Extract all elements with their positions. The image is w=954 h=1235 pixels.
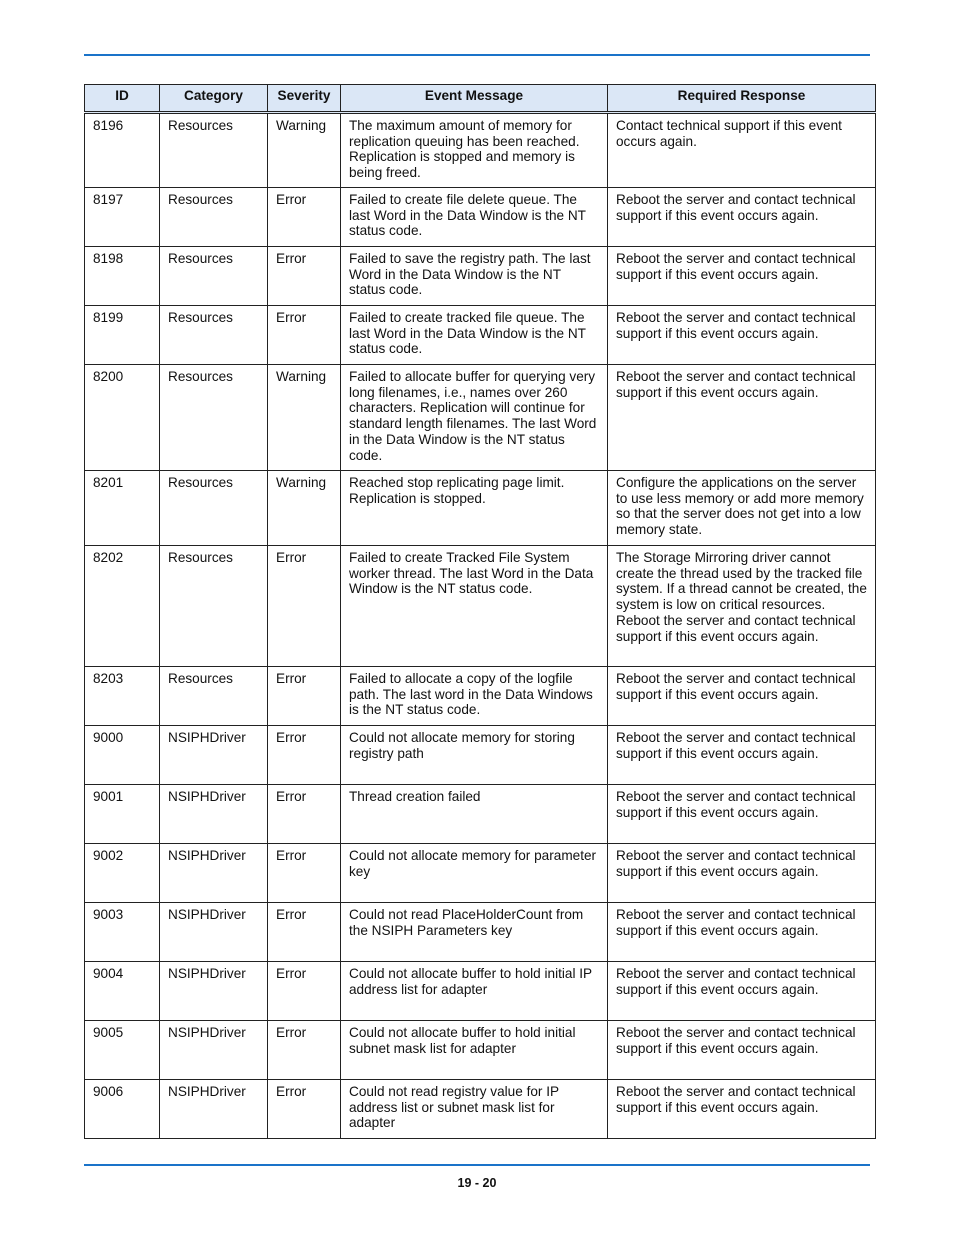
table-row — [85, 546, 876, 667]
cell-category: NSIPHDriver — [160, 903, 268, 962]
cell-id: 8200 — [85, 365, 160, 471]
table-row — [85, 188, 876, 247]
cell-message: The maximum amount of memory for replication queuing has been reached. Replication is stopped and memory is being freed. — [341, 113, 608, 188]
cell-message: Could not allocate memory for parameter key — [341, 844, 608, 903]
cell-id: 8196 — [85, 113, 160, 188]
cell-category: Resources — [160, 247, 268, 306]
cell-severity: Error — [268, 903, 341, 962]
cell-response: Reboot the server and contact technical support if this event occurs again. — [608, 188, 876, 247]
table-row — [85, 667, 876, 726]
cell-category: NSIPHDriver — [160, 785, 268, 844]
footer-rule — [84, 1164, 870, 1166]
table-row — [85, 903, 876, 962]
cell-response: Reboot the server and contact technical support if this event occurs again. — [608, 667, 876, 726]
table-row — [85, 306, 876, 365]
cell-category: Resources — [160, 365, 268, 471]
cell-severity: Error — [268, 785, 341, 844]
cell-id: 9001 — [85, 785, 160, 844]
cell-message: Could not read PlaceHolderCount from the NSIPH Parameters key — [341, 903, 608, 962]
cell-category: Resources — [160, 188, 268, 247]
table-row — [85, 365, 876, 471]
cell-response: Configure the applications on the server to use less memory or add more memory so that the server does not get into a low memory state. — [608, 471, 876, 546]
header-severity: Severity — [268, 85, 341, 113]
cell-response: Reboot the server and contact technical support if this event occurs again. — [608, 306, 876, 365]
cell-id: 9000 — [85, 726, 160, 785]
cell-message: Failed to allocate a copy of the logfile path. The last word in the Data Windows is the NT status code. — [341, 667, 608, 726]
page-number: 19 - 20 — [457, 1176, 497, 1190]
cell-message: Failed to create Tracked File System worker thread. The last Word in the Data Window is the NT status code. — [341, 546, 608, 667]
cell-category: Resources — [160, 667, 268, 726]
cell-severity: Error — [268, 306, 341, 365]
cell-id: 8203 — [85, 667, 160, 726]
cell-category: NSIPHDriver — [160, 962, 268, 1021]
cell-category: Resources — [160, 113, 268, 188]
header-id: ID — [85, 85, 160, 113]
table-row — [85, 1080, 876, 1139]
cell-response: Reboot the server and contact technical support if this event occurs again. — [608, 247, 876, 306]
cell-severity: Warning — [268, 113, 341, 188]
cell-severity: Error — [268, 667, 341, 726]
header-required-response: Required Response — [608, 85, 876, 113]
table-row — [85, 844, 876, 903]
cell-category: NSIPHDriver — [160, 844, 268, 903]
cell-id: 9002 — [85, 844, 160, 903]
cell-id: 8202 — [85, 546, 160, 667]
table-row — [85, 962, 876, 1021]
cell-category: NSIPHDriver — [160, 726, 268, 785]
cell-severity: Error — [268, 1021, 341, 1080]
header-rule — [84, 54, 870, 56]
event-table — [84, 84, 876, 1139]
table-row — [85, 1021, 876, 1080]
cell-message: Failed to create tracked file queue. The last Word in the Data Window is the NT status code. — [341, 306, 608, 365]
cell-message: Thread creation failed — [341, 785, 608, 844]
cell-category: Resources — [160, 546, 268, 667]
cell-severity: Warning — [268, 471, 341, 546]
cell-severity: Error — [268, 844, 341, 903]
cell-message: Failed to create file delete queue. The last Word in the Data Window is the NT status code. — [341, 188, 608, 247]
cell-severity: Warning — [268, 365, 341, 471]
cell-id: 9004 — [85, 962, 160, 1021]
cell-response: Reboot the server and contact technical support if this event occurs again. — [608, 962, 876, 1021]
cell-message: Reached stop replicating page limit. Replication is stopped. — [341, 471, 608, 546]
cell-id: 8199 — [85, 306, 160, 365]
cell-id: 9006 — [85, 1080, 160, 1139]
cell-message: Failed to save the registry path. The last Word in the Data Window is the NT status code. — [341, 247, 608, 306]
cell-severity: Error — [268, 247, 341, 306]
table-header-row — [85, 85, 876, 113]
cell-response: Reboot the server and contact technical support if this event occurs again. — [608, 844, 876, 903]
cell-category: Resources — [160, 306, 268, 365]
cell-message: Failed to allocate buffer for querying very long filenames, i.e., names over 260 characters. Replication will continue for standard length filenames. The last Word in the Data Window is the NT status code. — [341, 365, 608, 471]
cell-id: 8197 — [85, 188, 160, 247]
table-row — [85, 726, 876, 785]
cell-id: 8201 — [85, 471, 160, 546]
table-row — [85, 247, 876, 306]
cell-severity: Error — [268, 188, 341, 247]
cell-message: Could not read registry value for IP address list or subnet mask list for adapter — [341, 1080, 608, 1139]
cell-severity: Error — [268, 1080, 341, 1139]
cell-category: Resources — [160, 471, 268, 546]
table-row — [85, 471, 876, 546]
header-category: Category — [160, 85, 268, 113]
cell-severity: Error — [268, 546, 341, 667]
cell-response: Reboot the server and contact technical support if this event occurs again. — [608, 1021, 876, 1080]
cell-response: Reboot the server and contact technical support if this event occurs again. — [608, 726, 876, 785]
cell-category: NSIPHDriver — [160, 1021, 268, 1080]
cell-message: Could not allocate buffer to hold initial subnet mask list for adapter — [341, 1021, 608, 1080]
cell-id: 9005 — [85, 1021, 160, 1080]
cell-id: 8198 — [85, 247, 160, 306]
cell-message: Could not allocate buffer to hold initial IP address list for adapter — [341, 962, 608, 1021]
cell-message: Could not allocate memory for storing registry path — [341, 726, 608, 785]
cell-response: Reboot the server and contact technical support if this event occurs again. — [608, 1080, 876, 1139]
cell-response: Reboot the server and contact technical support if this event occurs again. — [608, 903, 876, 962]
table-row — [85, 113, 876, 188]
cell-response: Reboot the server and contact technical support if this event occurs again. — [608, 365, 876, 471]
cell-response: The Storage Mirroring driver cannot create the thread used by the tracked file system. If a thread cannot be created, the system is low on critical resources. Reboot the server and contact technical support if this event occurs again. — [608, 546, 876, 667]
cell-id: 9003 — [85, 903, 160, 962]
cell-response: Contact technical support if this event occurs again. — [608, 113, 876, 188]
cell-response: Reboot the server and contact technical support if this event occurs again. — [608, 785, 876, 844]
header-event-message: Event Message — [341, 85, 608, 113]
cell-severity: Error — [268, 726, 341, 785]
cell-severity: Error — [268, 962, 341, 1021]
table-row — [85, 785, 876, 844]
cell-category: NSIPHDriver — [160, 1080, 268, 1139]
